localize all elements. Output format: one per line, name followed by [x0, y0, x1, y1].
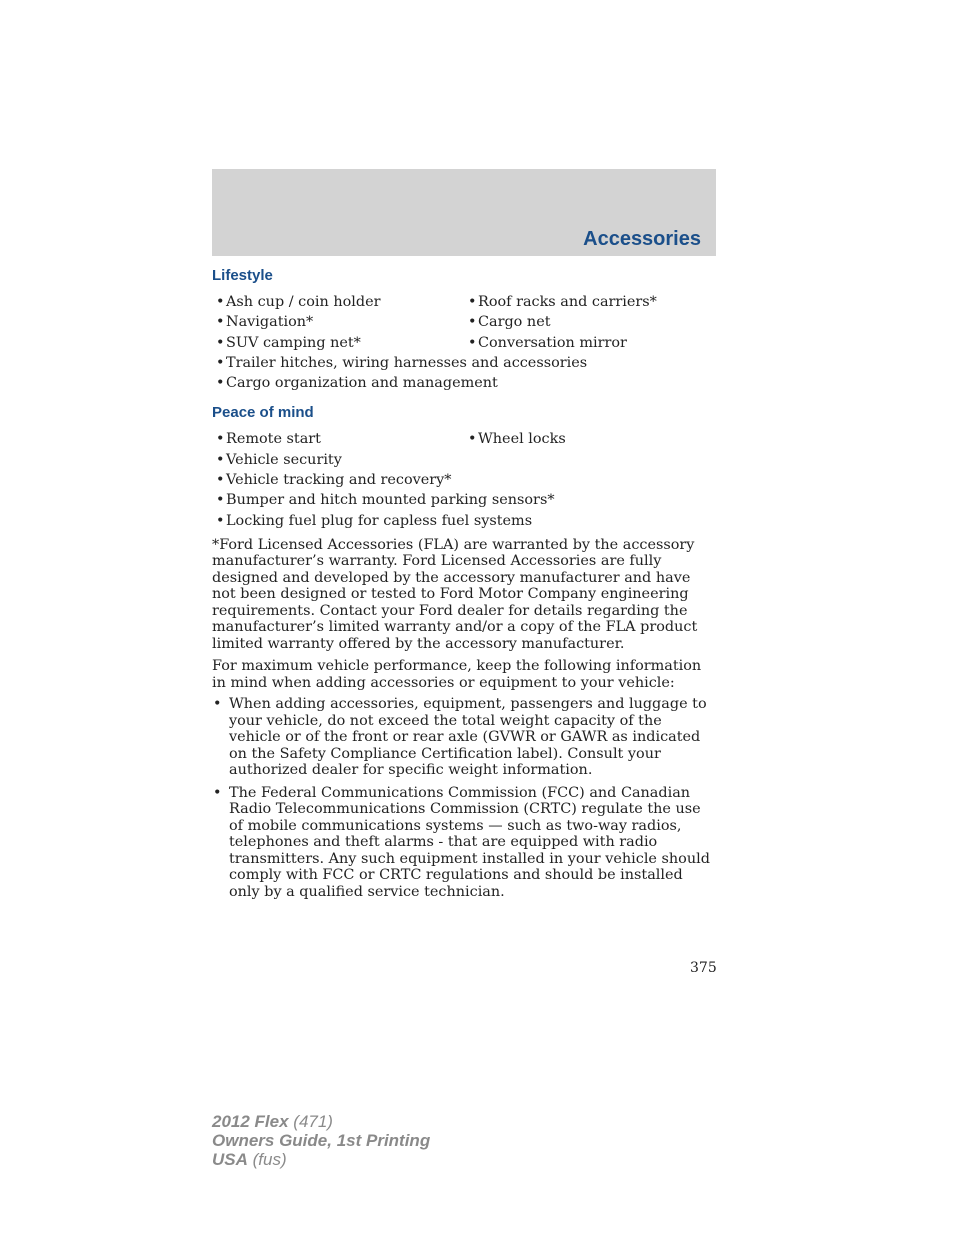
list-item: • The Federal Communications Commission (FCC) and Canadian Radio Telecommunications Commission (CRTC) regulate the use of mobile communications systems — such as two-way radios, telephones and theft alarms - that are equipped with radio transmitters. Any such equipment installed in your vehicle should comply with FCC or CRTC regulations and should be installed only by a qualified service technician.: [213, 784, 710, 900]
footer-market-code: (fus): [247, 1150, 287, 1169]
list-item: • Vehicle security: [216, 451, 342, 468]
list-item: • Roof racks and carriers*: [468, 294, 657, 310]
list-item: • Cargo net: [468, 314, 551, 331]
peace-of-mind-heading: Peace of mind: [212, 404, 314, 422]
footer-market: USA: [212, 1150, 248, 1169]
fla-note: *Ford Licensed Accessories (FLA) are warranted by the accessory manufacturer’s warranty. Ford Licensed Accessories are fully designed and developed by the accessory manufacturer and have not been designed or tested to Ford Motor Company engineering requirements. Contact your Ford dealer for details regarding the manufacturer’s limited warranty and/or a copy of the FLA product limited warranty offered by the accessory manufacturer.: [212, 536, 698, 652]
page-title: Accessories: [583, 228, 701, 250]
list-item: • SUV camping net*: [216, 334, 361, 351]
list-item: • Conversation mirror: [468, 334, 627, 351]
footer-model: 2012 Flex: [212, 1112, 289, 1131]
guidance-bullets: [212, 696, 716, 900]
list-item: • When adding accessories, equipment, passengers and luggage to your vehicle, do not exceed the total weight capacity of the vehicle or of the front or rear axle (GVWR or GAWR as indicated on the Safety Compliance Certification label). Consult your authorized dealer for specific weight information.: [213, 696, 707, 779]
footer-imprint: [212, 1112, 430, 1169]
list-item: • Trailer hitches, wiring harnesses and accessories: [216, 354, 588, 371]
footer-guide: Owners Guide, 1st Printing: [212, 1131, 431, 1150]
peace-of-mind-list: [216, 429, 716, 530]
list-item: • Remote start: [216, 431, 321, 448]
list-item: • Vehicle tracking and recovery*: [216, 472, 452, 489]
intro-paragraph: For maximum vehicle performance, keep the following information in mind when adding accessories or equipment to your vehicle:: [212, 658, 702, 691]
list-item: • Ash cup / coin holder: [216, 294, 381, 310]
page-number: 375: [690, 960, 717, 976]
list-item: • Wheel locks: [468, 431, 566, 448]
list-item: • Cargo organization and management: [216, 375, 498, 392]
list-item: • Locking fuel plug for capless fuel systems: [216, 512, 533, 529]
lifestyle-list: [216, 292, 716, 393]
header-band: [212, 169, 716, 256]
footer-model-code: (471): [288, 1112, 333, 1131]
main-content: [212, 266, 716, 906]
list-item: • Bumper and hitch mounted parking sensors*: [216, 492, 555, 509]
lifestyle-heading: Lifestyle: [212, 267, 273, 284]
list-item: • Navigation*: [216, 314, 314, 331]
